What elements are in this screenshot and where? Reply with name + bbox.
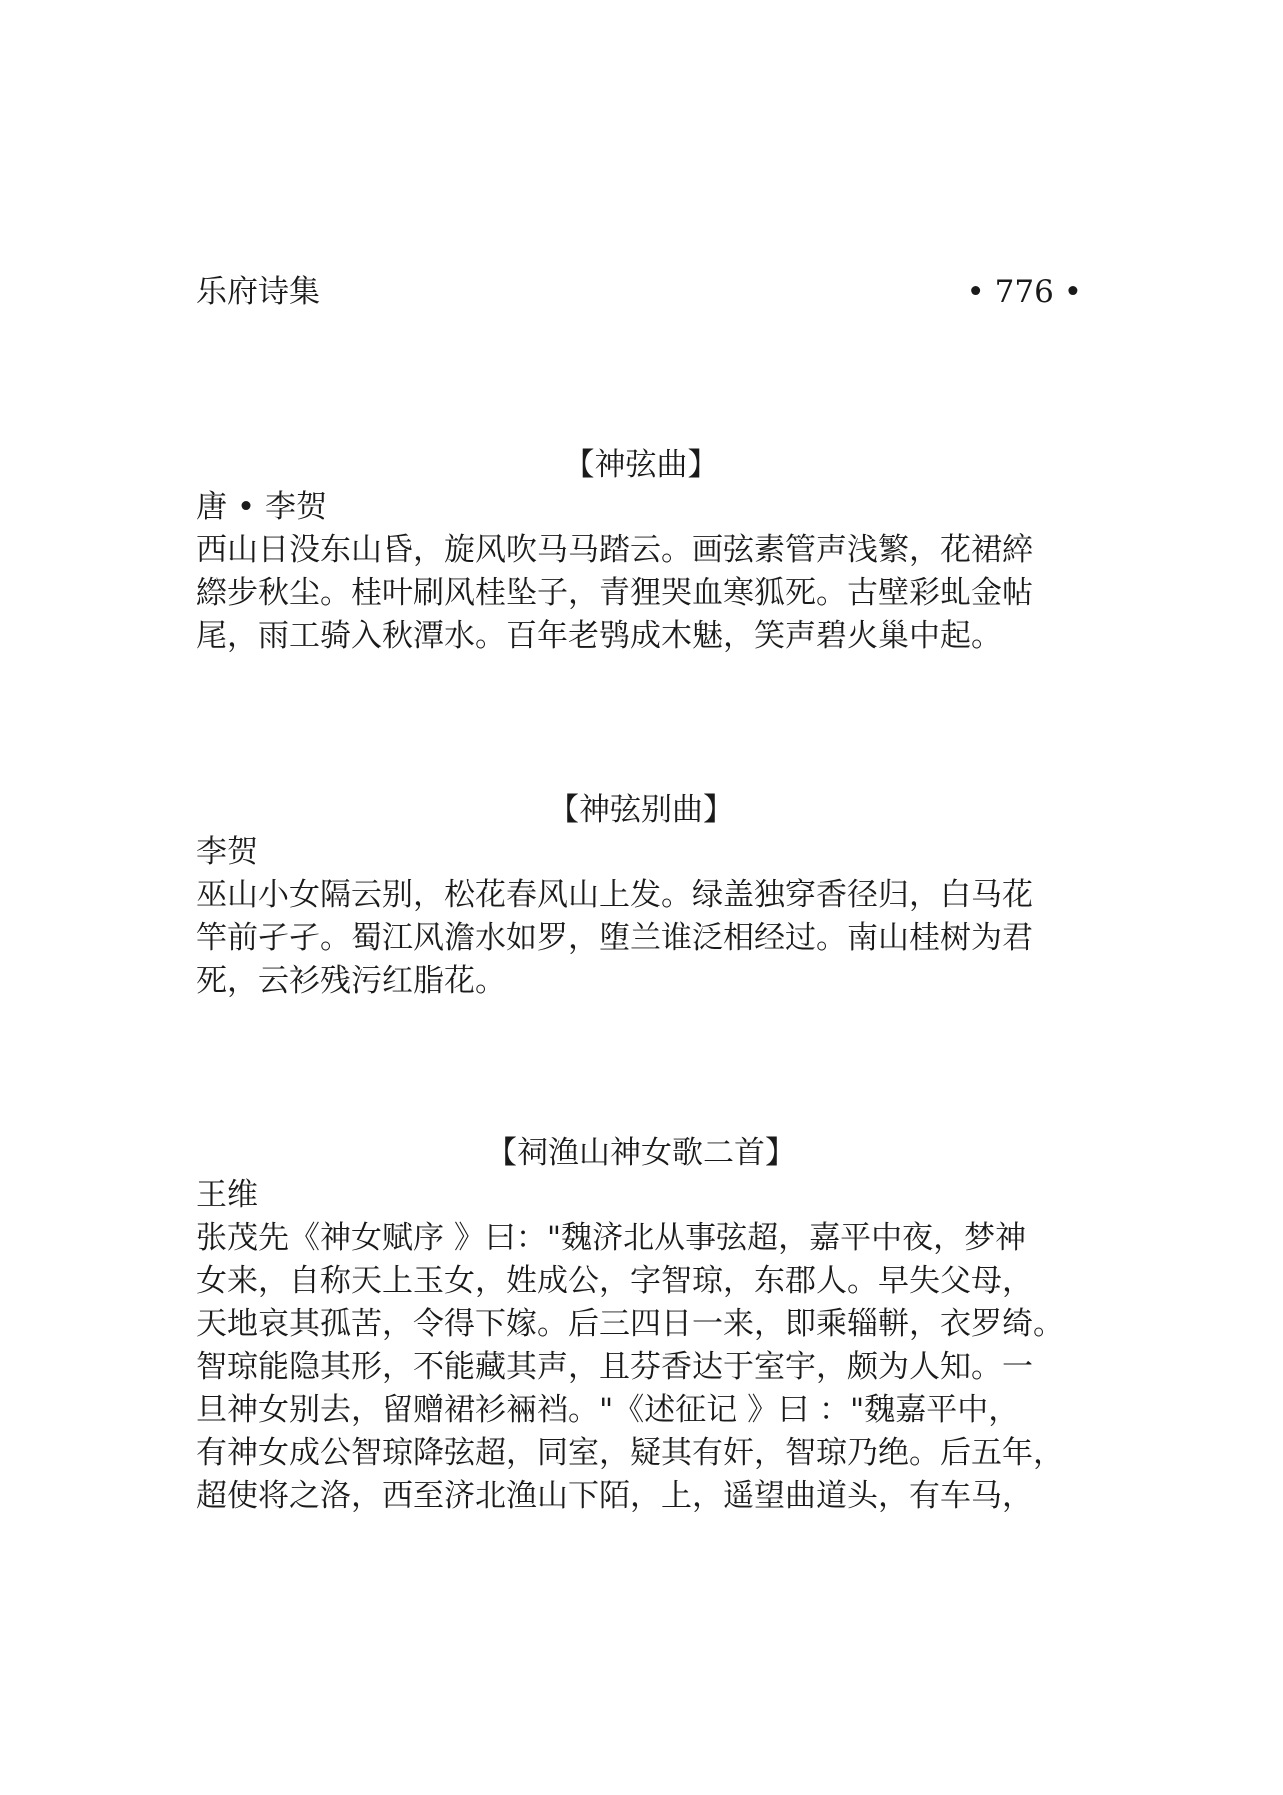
text-line: 张茂先《神女赋序 》曰："魏济北从事弦超，嘉平中夜，梦神	[196, 1220, 1027, 1256]
text-line: 智琼能隐其形，不能藏其声，且芬香达于室宇，颇为人知。一	[196, 1349, 1033, 1385]
text-line: 尾，雨工骑入秋潭水。百年老鸮成木魅，笑声碧火巢中起。	[196, 618, 1002, 654]
text-line: 女来，自称天上玉女，姓成公，字智琼，东郡人。早失父母，	[196, 1263, 1033, 1299]
poem-title: 【神弦曲】	[563, 447, 719, 483]
poem-author: 李贺	[196, 834, 258, 870]
poem-author: 唐 • 李贺	[196, 489, 327, 525]
poem-section	[196, 789, 1096, 1003]
poem-title: 【祠渔山神女歌二首】	[486, 1135, 796, 1171]
text-line: 巫山小女隔云别，松花春风山上发。绿盖独穿香径归，白马花	[196, 877, 1033, 913]
text-line: 有神女成公智琼降弦超，同室，疑其有奸，智琼乃绝。后五年，	[196, 1435, 1064, 1471]
poem-author: 王维	[196, 1177, 258, 1213]
book-title: 乐府诗集	[196, 274, 320, 310]
text-line: 縩步秋尘。桂叶刷风桂坠子，青狸哭血寒狐死。古壁彩虬金帖	[196, 575, 1033, 611]
text-line: 死，云衫残污红脂花。	[196, 963, 506, 999]
poem-section	[196, 444, 1096, 658]
running-header	[196, 272, 1082, 312]
text-line: 西山日没东山昏，旋风吹马马踏云。画弦素管声浅繁，花裙綷	[196, 532, 1033, 568]
text-line: 天地哀其孤苦，令得下嫁。后三四日一来，即乘辎軿，衣罗绮。	[196, 1306, 1064, 1342]
text-line: 旦神女别去，留赠裙衫裲裆。"《述征记 》曰 ："魏嘉平中，	[196, 1392, 1020, 1428]
page-number: • 776 •	[966, 274, 1082, 310]
poem-title: 【神弦别曲】	[548, 792, 734, 828]
text-line: 超使将之洛，西至济北渔山下陌，上，遥望曲道头，有车马，	[196, 1478, 1033, 1514]
text-line: 竿前孑孑。蜀江风澹水如罗，堕兰谁泛相经过。南山桂树为君	[196, 920, 1033, 956]
poem-section	[196, 1132, 1096, 1518]
